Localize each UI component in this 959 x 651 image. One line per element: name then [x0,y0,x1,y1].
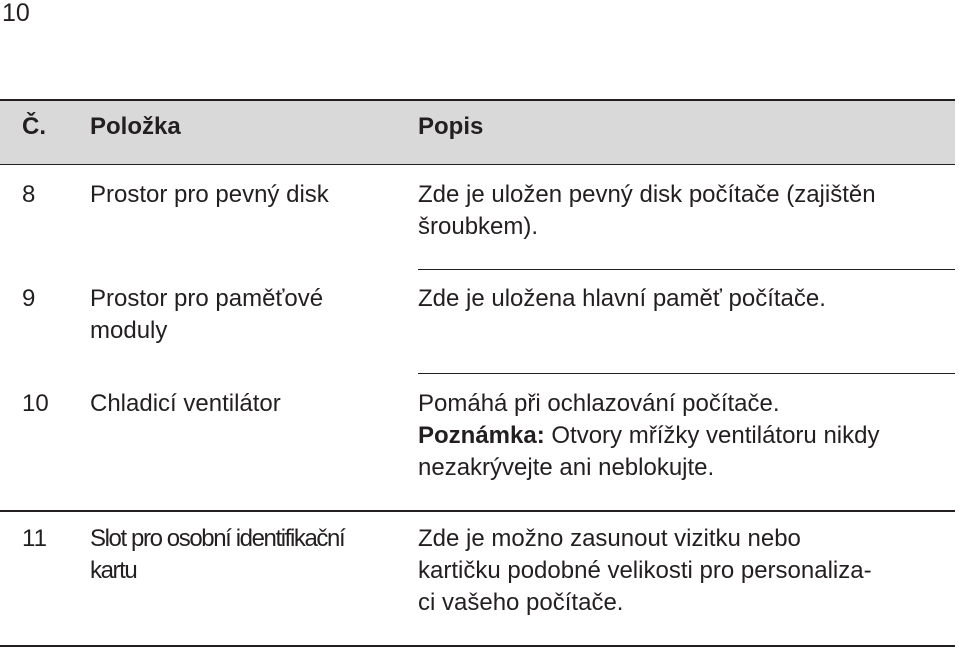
row-item-line: Prostor pro paměťové [90,285,324,312]
row-item [90,523,344,587]
row-description-line: Zde je uložena hlavní paměť počítače. [418,285,826,312]
row-item-line: moduly [90,317,168,344]
row-description [418,179,953,243]
row-item [90,388,281,420]
row-separator [418,373,955,374]
row-item-line: Prostor pro pevný disk [90,181,329,208]
note-text: Otvory mřížky ventilátoru nikdy [551,422,880,449]
row-note-line [418,420,953,452]
page-number: 10 [2,0,30,27]
row-item [90,179,329,211]
row-description-line: Pomáhá při ochlazování počítače. [418,390,780,417]
row-description-line: Zde je možno zasunout vizitku nebo [418,525,801,552]
row-item-line: Slot pro osobní identifikační [90,525,345,552]
row-number: 11 [22,525,47,552]
row-description-line: Zde je uložen pevný disk počítače (zajištěn [418,181,876,208]
table-bottom-rule [0,645,955,647]
row-separator [0,510,955,512]
row-note-line: nezakrývejte ani neblokujte. [418,454,715,481]
row-separator [418,269,955,270]
row-number: 8 [22,181,36,208]
components-table [0,99,955,616]
note-label: Poznámka: [418,422,545,449]
row-item [90,283,323,347]
header-description: Popis [418,113,484,140]
row-description-line: kartičku podobné velikosti pro personaliza- [418,557,872,584]
header-item: Položka [90,113,181,140]
row-number: 9 [22,285,36,312]
row-item-line: kartu [90,557,137,584]
table-header [0,99,955,165]
row-item-line: Chladicí ventilátor [90,390,281,417]
row-description [418,523,953,619]
row-description-line: šroubkem). [418,213,539,240]
row-number: 10 [22,390,49,417]
header-number: Č. [22,113,46,140]
row-description [418,388,953,484]
row-description-line: ci vašeho počítače. [418,589,624,616]
row-description [418,283,953,315]
